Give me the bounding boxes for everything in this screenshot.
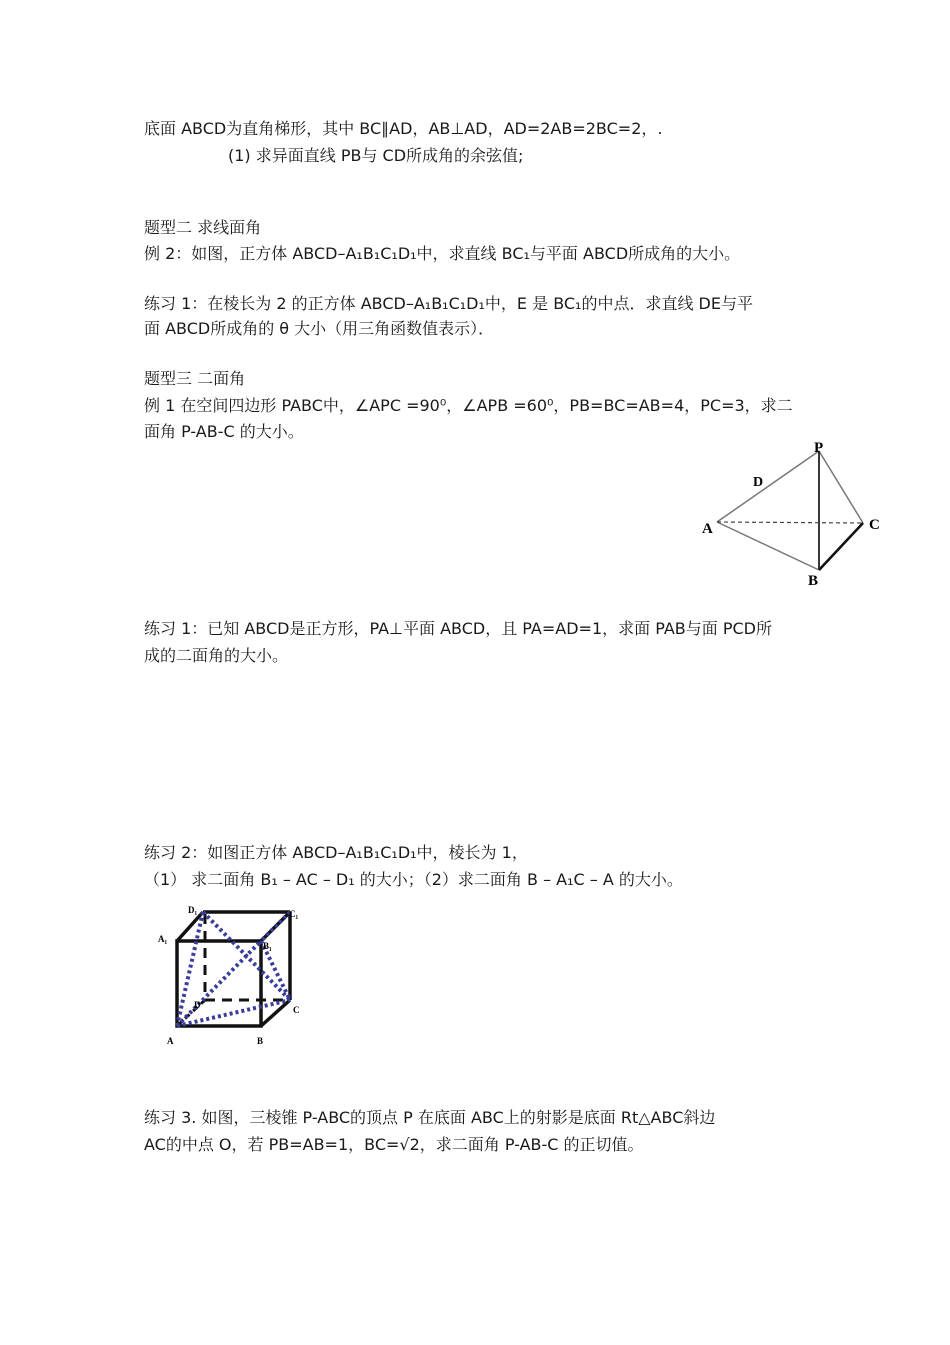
exercise-2-line-2: （1） 求二面角 B₁ – AC – D₁ 的大小；（2）求二面角 B – A₁C – A 的大小。 [144,870,683,889]
edge-BC [819,523,863,570]
label-A: A [702,521,713,537]
example-1-line-2: 面角 P-AB-C 的大小。 [144,422,304,441]
exercise-1-line-1: 练习 1：在棱长为 2 的正方体 ABCD–A₁B₁C₁D₁中，E 是 BC₁的中点．求直线 DE与平 [144,294,753,313]
label-B: B [808,573,819,589]
label-C: C [869,517,880,533]
tetrahedron-figure [695,435,895,590]
label-C: C [293,1005,300,1015]
text-line-1: 底面 ABCD为直角梯形，其中 BC∥AD，AB⊥AD，AD=2AB=2BC=2，. [144,119,663,138]
label-B1: B₁ [263,941,272,951]
example-1-line-1: 例 1 在空间四边形 PABC中，∠APC =90⁰，∠APB =60⁰，PB=BC=AB=4，PC=3，求二 [144,396,793,415]
label-A1: A₁ [158,934,168,944]
edge-PA [717,451,819,522]
label-D: D [194,1000,201,1010]
label-P: P [814,440,824,456]
edge-PC [819,451,863,523]
cube-figure [150,900,320,1050]
exercise-1b-line-1: 练习 1：已知 ABCD是正方形，PA⊥平面 ABCD，且 PA=AD=1，求面 PAB与面 PCD所 [144,619,772,638]
label-B: B [257,1036,264,1046]
exercise-1-line-2: 面 ABCD所成角的 θ 大小（用三角函数值表示）． [144,319,495,338]
exercise-1b-line-2: 成的二面角的大小。 [144,646,289,665]
edge-AC [717,522,863,523]
label-D: D [753,475,764,490]
exercise-3-line-1: 练习 3. 如图，三棱锥 P-ABC的顶点 P 在底面 ABC上的射影是底面 Rt△ABC斜边 [144,1108,716,1127]
section-heading-3: 题型三 二面角 [144,369,246,388]
label-D1: D₁ [188,905,198,915]
text-line-2: (1) 求异面直线 PB与 CD所成角的余弦值; [228,146,524,165]
section-heading-2: 题型二 求线面角 [144,218,262,237]
label-A: A [167,1036,174,1046]
example-2: 例 2：如图，正方体 ABCD–A₁B₁C₁D₁中，求直线 BC₁与平面 ABCD所成角的大小。 [144,244,741,263]
edge-AB [717,522,819,570]
exercise-2-line-1: 练习 2：如图正方体 ABCD–A₁B₁C₁D₁中，棱长为 1， [144,843,528,862]
exercise-3-line-2: AC的中点 O，若 PB=AB=1，BC=√2，求二面角 P-AB-C 的正切值。 [144,1135,644,1154]
label-C1: C₁ [289,909,299,919]
front-face [177,941,261,1026]
